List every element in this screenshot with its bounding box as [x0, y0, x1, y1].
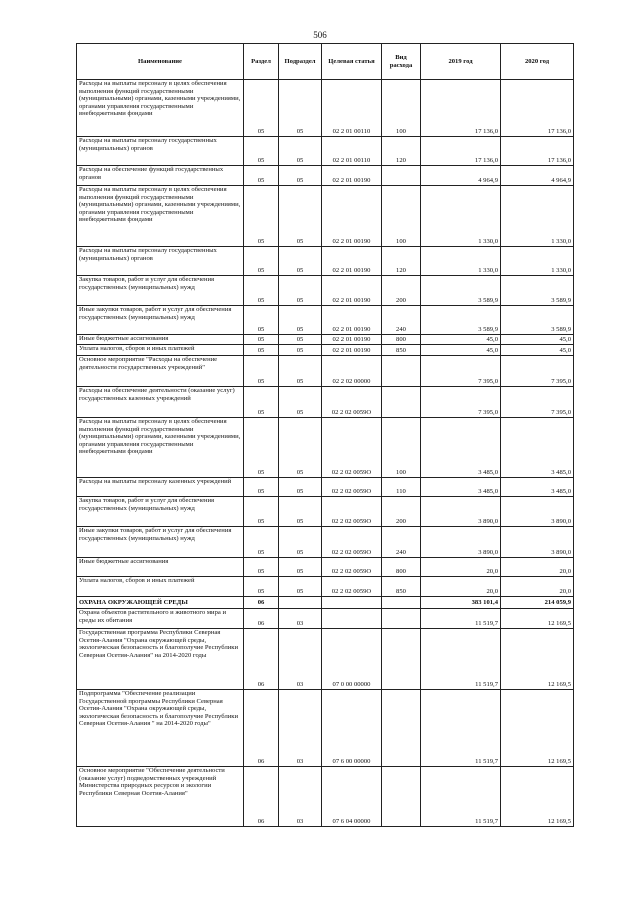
- row-amount-2020: 12 169,5: [501, 629, 574, 690]
- table-row: [77, 609, 574, 629]
- row-expense-type: 240: [382, 306, 421, 335]
- row-amount-2019: 11 519,7: [421, 609, 501, 629]
- row-target-article: 02 2 02 0059О: [322, 387, 382, 418]
- row-name: Расходы на выплаты персоналу казенных учреждений: [77, 478, 244, 497]
- row-amount-2019: 3 589,9: [421, 276, 501, 306]
- row-amount-2019: 3 485,0: [421, 418, 501, 478]
- row-amount-2019: 7 395,0: [421, 387, 501, 418]
- row-section: 05: [244, 80, 279, 137]
- row-section: 05: [244, 558, 279, 577]
- header-row: [77, 44, 574, 80]
- row-expense-type: 100: [382, 80, 421, 137]
- row-section: 05: [244, 345, 279, 356]
- row-section: 06: [244, 767, 279, 827]
- header-target-article: Целевая статья: [322, 44, 382, 80]
- row-subsection: 05: [279, 577, 322, 597]
- row-expense-type: [382, 166, 421, 186]
- row-target-article: 02 2 01 00190: [322, 276, 382, 306]
- row-target-article: 02 2 02 0059О: [322, 418, 382, 478]
- table-row: [77, 387, 574, 418]
- row-amount-2019: 3 890,0: [421, 527, 501, 558]
- table-row: [77, 247, 574, 276]
- row-subsection: [279, 597, 322, 609]
- row-amount-2020: 1 330,0: [501, 247, 574, 276]
- row-subsection: 05: [279, 137, 322, 166]
- row-section: 05: [244, 137, 279, 166]
- row-amount-2019: 1 330,0: [421, 186, 501, 247]
- table-row: [77, 276, 574, 306]
- row-amount-2020: 45,0: [501, 335, 574, 345]
- row-expense-type: 850: [382, 345, 421, 356]
- table-row: [77, 577, 574, 597]
- row-amount-2020: 12 169,5: [501, 767, 574, 827]
- row-target-article: 02 2 02 0059О: [322, 497, 382, 527]
- row-amount-2020: 12 169,5: [501, 609, 574, 629]
- table-row: [77, 597, 574, 609]
- row-section: 05: [244, 306, 279, 335]
- row-target-article: 02 2 02 0059О: [322, 577, 382, 597]
- row-target-article: 02 2 01 00190: [322, 335, 382, 345]
- row-subsection: 05: [279, 186, 322, 247]
- row-expense-type: 200: [382, 497, 421, 527]
- row-section: 06: [244, 690, 279, 767]
- table-row: [77, 166, 574, 186]
- row-subsection: 03: [279, 690, 322, 767]
- row-amount-2020: 3 485,0: [501, 478, 574, 497]
- table-row: [77, 345, 574, 356]
- row-name: Подпрограмма "Обеспечение реализации Государственной программы Республики Северная Осетия-Алания "Охрана окружающей среды, экологическая безопасность и благополучие Республики Северная Осетия-Алания " на 2014-2020 годы": [77, 690, 244, 767]
- row-section: 06: [244, 629, 279, 690]
- row-section: 06: [244, 609, 279, 629]
- row-expense-type: [382, 597, 421, 609]
- row-target-article: 07 6 00 00000: [322, 690, 382, 767]
- row-amount-2020: 1 330,0: [501, 186, 574, 247]
- row-section: 05: [244, 387, 279, 418]
- row-name: Государственная программа Республики Северная Осетия-Алания "Охрана окружающей среды, экологическая безопасность и благополучие Республики Северная Осетия-Алания" на 2014-2020 годы: [77, 629, 244, 690]
- row-amount-2020: 20,0: [501, 558, 574, 577]
- row-subsection: 05: [279, 387, 322, 418]
- row-name: Расходы на выплаты персоналу в целях обеспечения выполнения функций государственными (муниципальными) органами, казенными учреждениями, органами управления государственными внебюджетными фондами: [77, 80, 244, 137]
- row-section: 05: [244, 247, 279, 276]
- row-name: Расходы на обеспечение функций государственных органов: [77, 166, 244, 186]
- row-amount-2019: 3 485,0: [421, 478, 501, 497]
- row-target-article: 02 2 01 00110: [322, 80, 382, 137]
- row-amount-2020: 3 890,0: [501, 527, 574, 558]
- row-amount-2019: 20,0: [421, 558, 501, 577]
- row-expense-type: [382, 690, 421, 767]
- row-target-article: [322, 609, 382, 629]
- table-row: [77, 80, 574, 137]
- row-section: 05: [244, 335, 279, 345]
- row-amount-2020: 214 059,9: [501, 597, 574, 609]
- row-name: Закупка товаров, работ и услуг для обеспечения государственных (муниципальных) нужд: [77, 497, 244, 527]
- row-name: Иные бюджетные ассигнования: [77, 558, 244, 577]
- row-section: 05: [244, 186, 279, 247]
- row-target-article: 02 2 02 0059О: [322, 558, 382, 577]
- row-expense-type: 850: [382, 577, 421, 597]
- row-subsection: 03: [279, 767, 322, 827]
- row-expense-type: 800: [382, 558, 421, 577]
- table-row: [77, 497, 574, 527]
- row-amount-2019: 11 519,7: [421, 690, 501, 767]
- row-subsection: 05: [279, 497, 322, 527]
- row-expense-type: [382, 387, 421, 418]
- row-amount-2019: 3 589,9: [421, 306, 501, 335]
- table-row: [77, 478, 574, 497]
- row-amount-2020: 3 890,0: [501, 497, 574, 527]
- row-expense-type: 100: [382, 418, 421, 478]
- table-row: [77, 690, 574, 767]
- row-amount-2020: 45,0: [501, 345, 574, 356]
- table-row: [77, 335, 574, 345]
- row-expense-type: [382, 629, 421, 690]
- row-amount-2020: 4 964,9: [501, 166, 574, 186]
- row-amount-2020: 3 589,9: [501, 306, 574, 335]
- row-expense-type: 200: [382, 276, 421, 306]
- table-row: [77, 186, 574, 247]
- header-section: Раздел: [244, 44, 279, 80]
- row-name: Основное мероприятие "Обеспечение деятельности (оказание услуг) подведомственных учреждений Министерства природных ресурсов и экологии Республики Северная Осетия-Алания": [77, 767, 244, 827]
- row-subsection: 05: [279, 527, 322, 558]
- table-row: [77, 418, 574, 478]
- row-target-article: 02 2 01 00190: [322, 166, 382, 186]
- row-expense-type: 800: [382, 335, 421, 345]
- header-expense-type: Вид расхода: [382, 44, 421, 80]
- row-target-article: 02 2 01 00190: [322, 186, 382, 247]
- row-target-article: 02 2 01 00110: [322, 137, 382, 166]
- row-expense-type: [382, 356, 421, 387]
- row-amount-2020: 17 136,0: [501, 80, 574, 137]
- table-row: [77, 527, 574, 558]
- row-section: 05: [244, 418, 279, 478]
- header-year-2019: 2019 год: [421, 44, 501, 80]
- row-target-article: 02 2 02 0059О: [322, 527, 382, 558]
- row-name: Расходы на обеспечение деятельности (оказание услуг) государственных казенных учреждений: [77, 387, 244, 418]
- row-amount-2019: 17 136,0: [421, 137, 501, 166]
- row-subsection: 05: [279, 558, 322, 577]
- row-name: Уплата налогов, сборов и иных платежей: [77, 345, 244, 356]
- row-amount-2019: 45,0: [421, 345, 501, 356]
- row-target-article: 02 2 01 00190: [322, 247, 382, 276]
- header-year-2020: 2020 год: [501, 44, 574, 80]
- row-section: 05: [244, 478, 279, 497]
- row-target-article: 02 2 01 00190: [322, 306, 382, 335]
- row-subsection: 05: [279, 247, 322, 276]
- table-row: [77, 767, 574, 827]
- row-section: 05: [244, 497, 279, 527]
- row-expense-type: [382, 609, 421, 629]
- row-section: 05: [244, 577, 279, 597]
- row-name: Уплата налогов, сборов и иных платежей: [77, 577, 244, 597]
- row-target-article: 02 2 02 00000: [322, 356, 382, 387]
- row-name: Иные закупки товаров, работ и услуг для обеспечения государственных (муниципальных) нужд: [77, 527, 244, 558]
- row-name: Расходы на выплаты персоналу в целях обеспечения выполнения функций государственными (муниципальными) органами, казенными учреждениями, органами управления государственными внебюджетными фондами: [77, 186, 244, 247]
- row-amount-2020: 17 136,0: [501, 137, 574, 166]
- row-amount-2019: 3 890,0: [421, 497, 501, 527]
- row-target-article: 07 0 00 00000: [322, 629, 382, 690]
- row-amount-2020: 3 485,0: [501, 418, 574, 478]
- row-name: Расходы на выплаты персоналу государственных (муниципальных) органов: [77, 247, 244, 276]
- row-expense-type: [382, 767, 421, 827]
- row-target-article: [322, 597, 382, 609]
- row-subsection: 03: [279, 629, 322, 690]
- row-expense-type: 120: [382, 247, 421, 276]
- row-section: 05: [244, 356, 279, 387]
- row-name: Расходы на выплаты персоналу в целях обеспечения выполнения функций государственными (муниципальными) органами, казенными учреждениями, органами управления государственными внебюджетными фондами: [77, 418, 244, 478]
- table-row: [77, 558, 574, 577]
- table-row: [77, 356, 574, 387]
- row-amount-2019: 45,0: [421, 335, 501, 345]
- row-subsection: 05: [279, 80, 322, 137]
- row-section: 05: [244, 166, 279, 186]
- row-name: ОХРАНА ОКРУЖАЮЩЕЙ СРЕДЫ: [77, 597, 244, 609]
- row-amount-2020: 3 589,9: [501, 276, 574, 306]
- table-row: [77, 137, 574, 166]
- row-name: Закупка товаров, работ и услуг для обеспечения государственных (муниципальных) нужд: [77, 276, 244, 306]
- row-name: Иные закупки товаров, работ и услуг для обеспечения государственных (муниципальных) нужд: [77, 306, 244, 335]
- row-subsection: 05: [279, 418, 322, 478]
- row-amount-2019: 7 395,0: [421, 356, 501, 387]
- row-amount-2020: 7 395,0: [501, 356, 574, 387]
- row-subsection: 05: [279, 356, 322, 387]
- row-amount-2019: 4 964,9: [421, 166, 501, 186]
- row-section: 05: [244, 276, 279, 306]
- row-subsection: 05: [279, 335, 322, 345]
- row-expense-type: 110: [382, 478, 421, 497]
- row-target-article: 02 2 02 0059О: [322, 478, 382, 497]
- row-amount-2019: 11 519,7: [421, 767, 501, 827]
- budget-table: [76, 43, 574, 827]
- row-subsection: 03: [279, 609, 322, 629]
- row-name: Основное мероприятие "Расходы на обеспечение деятельности государственных учреждений": [77, 356, 244, 387]
- row-amount-2020: 7 395,0: [501, 387, 574, 418]
- header-subsection: Подраздел: [279, 44, 322, 80]
- row-name: Иные бюджетные ассигнования: [77, 335, 244, 345]
- row-amount-2019: 383 101,4: [421, 597, 501, 609]
- row-amount-2020: 12 169,5: [501, 690, 574, 767]
- row-amount-2019: 1 330,0: [421, 247, 501, 276]
- table-row: [77, 629, 574, 690]
- row-target-article: 02 2 01 00190: [322, 345, 382, 356]
- page-number: 506: [313, 30, 327, 40]
- row-target-article: 07 6 04 00000: [322, 767, 382, 827]
- row-expense-type: 240: [382, 527, 421, 558]
- row-section: 05: [244, 527, 279, 558]
- table-body: [77, 80, 574, 827]
- row-subsection: 05: [279, 478, 322, 497]
- row-subsection: 05: [279, 306, 322, 335]
- row-amount-2019: 11 519,7: [421, 629, 501, 690]
- row-subsection: 05: [279, 276, 322, 306]
- row-name: Охрана объектов растительного и животного мира и среды их обитания: [77, 609, 244, 629]
- header-name: Наименование: [77, 44, 244, 80]
- row-section: 06: [244, 597, 279, 609]
- row-amount-2019: 17 136,0: [421, 80, 501, 137]
- row-expense-type: 100: [382, 186, 421, 247]
- row-amount-2019: 20,0: [421, 577, 501, 597]
- row-subsection: 05: [279, 345, 322, 356]
- row-amount-2020: 20,0: [501, 577, 574, 597]
- table-row: [77, 306, 574, 335]
- row-expense-type: 120: [382, 137, 421, 166]
- row-subsection: 05: [279, 166, 322, 186]
- row-name: Расходы на выплаты персоналу государственных (муниципальных) органов: [77, 137, 244, 166]
